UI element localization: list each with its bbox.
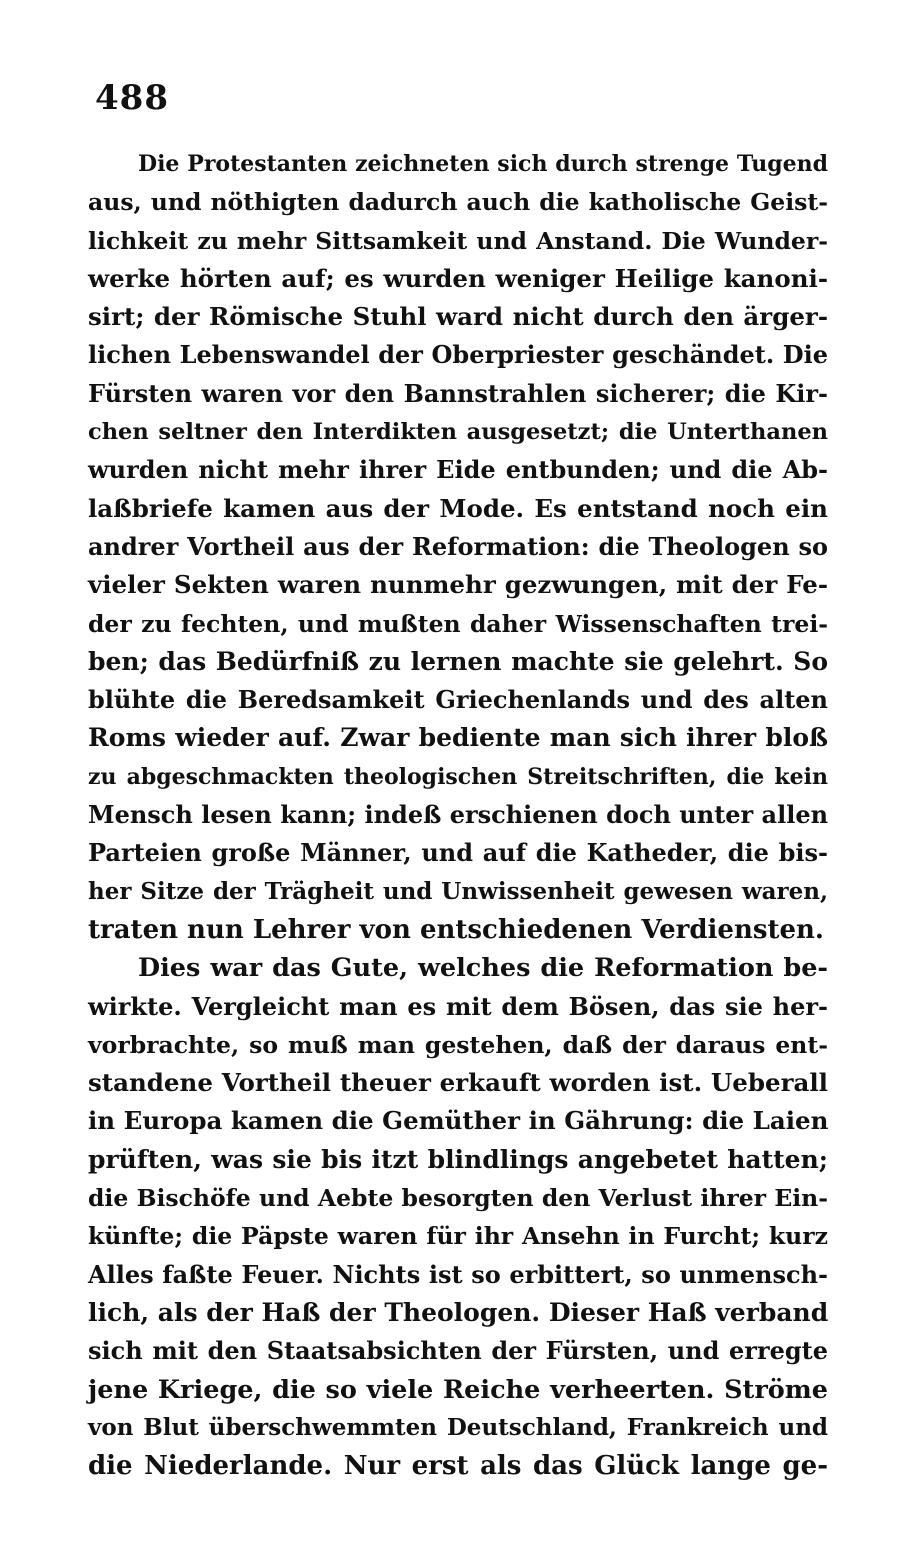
text-line: Mensch lesen kann; indeß erschienen doch unter allen xyxy=(88,800,829,830)
text-line: lichkeit zu mehr Sittsamkeit und Anstand. Die Wunder- xyxy=(88,226,828,255)
text-line: Dies war das Gute, welches die Reformation be- xyxy=(138,953,828,984)
text-line: der zu fechten, und mußten daher Wissenschaften trei- xyxy=(88,609,828,638)
text-line: in Europa kamen die Gemüther in Gährung: die Laien xyxy=(88,1106,829,1136)
text-line: lich, als der Haß der Theologen. Dieser Haß verband xyxy=(88,1297,829,1327)
text-line: Roms wieder auf. Zwar bediente man sich ihrer bloß xyxy=(88,723,828,753)
text-line: her Sitze der Trägheit und Unwissenheit gewesen waren, xyxy=(88,877,828,905)
text-line: Parteien große Männer, und auf die Katheder, die bis- xyxy=(88,838,828,868)
text-line: die Niederlande. Nur erst als das Glück lange ge- xyxy=(88,1451,828,1482)
page-number: 488 xyxy=(95,78,169,118)
paragraph-1 xyxy=(88,145,828,949)
text-line: vorbrachte, so muß man gestehen, daß der daraus ent- xyxy=(88,1030,828,1059)
text-line: wurden nicht mehr ihrer Eide entbunden; und die Ab- xyxy=(88,455,828,485)
text-line: traten nun Lehrer von entschiedenen Verdiensten. xyxy=(88,914,824,945)
text-line: aus, und nöthigten dadurch auch die katholische Geist- xyxy=(88,188,828,217)
text-line: lichen Lebenswandel der Oberpriester geschändet. Die xyxy=(88,340,828,370)
text-line: werke hörten auf; es wurden weniger Heilige kanoni- xyxy=(88,263,828,293)
text-line: die Bischöfe und Aebte besorgten den Verlust ihrer Ein- xyxy=(88,1184,828,1213)
text-line: ben; das Bedürfniß zu lernen machte sie gelehrt. So xyxy=(88,646,828,676)
text-line: künfte; die Päpste waren für ihr Ansehn in Furcht; kurz xyxy=(88,1222,828,1251)
text-line: standene Vortheil theuer erkauft worden ist. Ueberall xyxy=(88,1068,828,1098)
text-line: laßbriefe kamen aus der Mode. Es entstand noch ein xyxy=(88,493,828,523)
text-line: andrer Vortheil aus der Reformation: die Theologen so xyxy=(88,531,828,561)
text-line: jene Kriege, die so viele Reiche verheerten. Ströme xyxy=(88,1374,828,1405)
body-text xyxy=(88,145,828,1485)
text-line: sirt; der Römische Stuhl ward nicht durch den ärger- xyxy=(88,302,828,332)
text-line: Die Protestanten zeichneten sich durch strenge Tugend xyxy=(138,151,828,177)
paragraph-2 xyxy=(88,949,828,1485)
text-line: wirkte. Vergleicht man es mit dem Bösen, das sie her- xyxy=(88,991,828,1021)
text-line: Alles faßte Feuer. Nichts ist so erbittert, so unmensch- xyxy=(88,1259,828,1289)
text-line: sich mit den Staatsabsichten der Fürsten, und erregte xyxy=(88,1336,828,1366)
text-line: von Blut überschwemmten Deutschland, Frankreich und xyxy=(88,1413,828,1441)
text-line: vieler Sekten waren nunmehr gezwungen, mit der Fe- xyxy=(88,570,828,600)
text-line: zu abgeschmackten theologischen Streitschriften, die kein xyxy=(88,763,828,790)
text-line: blühte die Beredsamkeit Griechenlands und des alten xyxy=(88,685,828,715)
text-line: Fürsten waren vor den Bannstrahlen sicherer; die Kir- xyxy=(88,378,828,408)
text-line: prüften, was sie bis itzt blindlings angebetet hatten; xyxy=(88,1144,828,1174)
text-line: chen seltner den Interdikten ausgesetzt; die Unterthanen xyxy=(88,419,828,446)
